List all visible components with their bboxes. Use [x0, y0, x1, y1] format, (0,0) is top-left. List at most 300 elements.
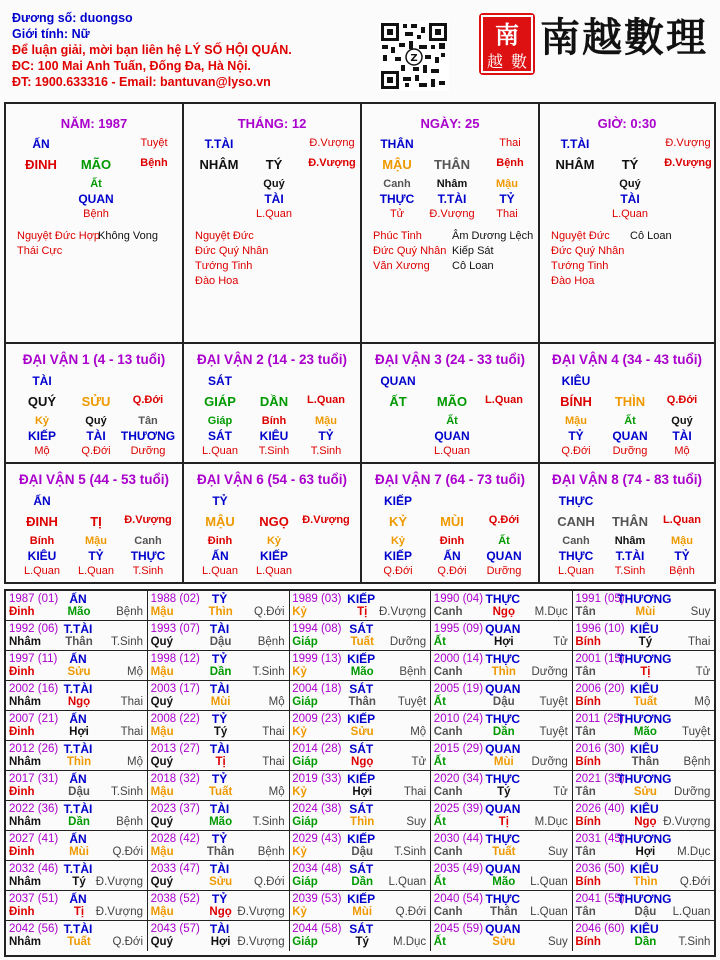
- year-stage: Đ.Vượng: [95, 906, 143, 918]
- year-label: 2046 (60): [575, 923, 625, 935]
- year-branch: Hợi: [635, 846, 656, 858]
- year-ten-god: QUAN: [485, 622, 521, 636]
- heavenly-stem: NHÂM: [199, 157, 239, 172]
- year-stem: Canh: [433, 606, 463, 618]
- earthly-branch: SỬU: [81, 394, 111, 409]
- year-branch: Sửu: [67, 666, 91, 678]
- year-branch: Dậu: [492, 696, 515, 708]
- ten-god: THỰC: [558, 494, 594, 508]
- svg-text:南: 南: [495, 20, 519, 49]
- year-branch: Ngọ: [351, 756, 374, 768]
- year-branch: Sửu: [209, 876, 233, 888]
- svg-text:越: 越: [486, 52, 504, 71]
- year-cell: [431, 741, 573, 771]
- year-branch: Dậu: [209, 636, 232, 648]
- year-stem: Bính: [575, 696, 601, 708]
- stem-life-stage: Đ.Vượng: [309, 137, 355, 149]
- year-cell: [148, 711, 290, 741]
- star: Kiếp Sát: [452, 245, 494, 257]
- year-label: 1995 (09): [433, 623, 484, 635]
- heavenly-stem: MẬU: [382, 157, 412, 172]
- earthly-branch: THÂN: [611, 514, 649, 529]
- year-cell: [431, 621, 573, 651]
- year-cell: [6, 741, 148, 771]
- year-cell: [289, 681, 431, 711]
- star: Không Vong: [98, 230, 158, 242]
- year-stem: Ất: [433, 816, 446, 828]
- star: Đức Quý Nhân: [373, 245, 447, 257]
- star: Nguyệt Đức: [551, 230, 610, 242]
- year-stem: Giáp: [292, 936, 318, 948]
- hidden-stem: Quý: [263, 178, 285, 190]
- pillar-1: [6, 104, 184, 342]
- year-branch: Hợi: [210, 936, 231, 948]
- year-cell: [289, 891, 431, 921]
- year-label: 2026 (40): [575, 803, 625, 815]
- year-label: 2020 (34): [433, 773, 484, 785]
- ten-god: KIÊU: [561, 374, 591, 388]
- year-stage: Thai: [120, 696, 143, 708]
- hidden-god: KIẾP: [259, 549, 289, 563]
- heavenly-stem: ĐINH: [25, 157, 57, 172]
- year-stem: Nhâm: [9, 936, 41, 948]
- year-stage: Bệnh: [116, 606, 143, 618]
- year-stage: T.Sinh: [252, 666, 285, 678]
- ten-god: ẤN: [33, 494, 51, 508]
- hidden-god: TỶ: [88, 549, 104, 563]
- year-stem: Canh: [433, 786, 463, 798]
- hidden-god: TÀI: [672, 429, 692, 443]
- year-stage: M.Dục: [392, 936, 427, 948]
- star: Đào Hoa: [551, 275, 595, 287]
- year-cell: [289, 771, 431, 801]
- year-cell: [148, 771, 290, 801]
- year-stem: Đinh: [9, 666, 35, 678]
- stem-life-stage: Tuyệt: [140, 137, 168, 149]
- hidden-stage: L.Quan: [433, 445, 471, 457]
- year-ten-god: QUAN: [485, 682, 521, 696]
- year-ten-god: TỶ: [211, 892, 228, 906]
- year-stage: T.Sinh: [252, 816, 285, 828]
- qr-code-icon[interactable]: [379, 21, 449, 91]
- year-ten-god: THỰC: [485, 652, 521, 666]
- dai-van-title: ĐẠI VẬN 4 (34 - 43 tuổi): [551, 352, 703, 367]
- year-cell: [431, 651, 573, 681]
- year-stem: Giáp: [292, 696, 318, 708]
- year-stage: Q.Đới: [112, 846, 143, 858]
- branch-life-stage: Q.Đới: [666, 394, 698, 406]
- year-cell: [572, 771, 714, 801]
- year-label: 2033 (47): [150, 863, 200, 875]
- hidden-stage: L.Quan: [201, 445, 239, 457]
- year-stage: Tử: [695, 666, 711, 678]
- hidden-god: QUAN: [434, 429, 470, 443]
- year-label: 2039 (53): [292, 893, 342, 905]
- year-stem: Giáp: [292, 756, 318, 768]
- year-label: 2034 (48): [292, 863, 342, 875]
- year-branch: Thân: [631, 756, 660, 768]
- year-label: 1989 (03): [292, 593, 342, 605]
- year-branch: Dậu: [351, 846, 374, 858]
- year-cell: [572, 861, 714, 891]
- year-stem: Mậu: [150, 906, 174, 918]
- year-label: 2042 (56): [9, 923, 59, 935]
- pillar-title: NĂM: 1987: [60, 116, 128, 131]
- year-cell: [148, 621, 290, 651]
- year-branch: Mão: [67, 606, 91, 618]
- year-stem: Nhâm: [9, 816, 41, 828]
- heavenly-stem: BÍNH: [560, 394, 592, 409]
- year-ten-god: KIẾP: [347, 652, 376, 666]
- branch-life-stage: Đ.Vượng: [308, 157, 356, 169]
- hidden-god: KIẾP: [383, 549, 413, 563]
- year-stage: Đ.Vượng: [378, 606, 427, 618]
- year-stem: Bính: [575, 876, 601, 888]
- year-branch: Tý: [638, 636, 653, 648]
- year-cell: [6, 801, 148, 831]
- year-cell: [289, 591, 431, 621]
- year-label: 1992 (06): [9, 623, 59, 635]
- year-ten-god: TỶ: [211, 652, 228, 666]
- year-stage: L.Quan: [672, 906, 711, 918]
- year-stem: Tân: [575, 606, 596, 618]
- year-ten-god: QUAN: [485, 802, 521, 816]
- year-branch: Hợi: [69, 726, 89, 738]
- year-branch: Tị: [357, 606, 368, 618]
- year-stem: Ất: [433, 756, 446, 768]
- year-branch: Thân: [65, 636, 93, 648]
- branch-life-stage: L.Quan: [663, 514, 701, 526]
- year-branch: Sửu: [492, 936, 516, 948]
- ten-god: QUAN: [380, 374, 416, 388]
- earthly-branch: MÃO: [80, 157, 112, 172]
- year-stage: Đ.Vượng: [237, 906, 285, 918]
- year-label: 2001 (15): [575, 653, 625, 665]
- year-label: 1990 (04): [433, 593, 484, 605]
- year-stem: Bính: [575, 636, 601, 648]
- year-stem: Kỷ: [292, 906, 307, 918]
- dai-van-4: [540, 342, 714, 462]
- year-ten-god: T.TÀI: [63, 922, 93, 936]
- year-stem: Nhâm: [9, 636, 41, 648]
- hidden-stage: Bệnh: [669, 565, 695, 577]
- year-label: 2032 (46): [9, 863, 59, 875]
- year-cell: [148, 801, 290, 831]
- year-stem: Đinh: [9, 606, 35, 618]
- year-branch: Thân: [348, 696, 376, 708]
- year-stem: Tân: [575, 906, 596, 918]
- year-stage: Mộ: [268, 696, 285, 708]
- year-branch: Tý: [72, 876, 86, 888]
- year-stem: Giáp: [292, 876, 318, 888]
- year-ten-god: TÀI: [209, 862, 230, 876]
- year-branch: Ngọ: [209, 906, 232, 918]
- year-ten-god: TỶ: [211, 772, 228, 786]
- dai-van-title: ĐẠI VẬN 7 (64 - 73 tuổi): [374, 472, 526, 487]
- year-branch: Tuất: [350, 636, 374, 648]
- star: Đức Quý Nhân: [195, 245, 269, 257]
- year-branch: Thìn: [66, 756, 92, 768]
- year-stage: Q.Đới: [395, 906, 427, 918]
- year-ten-god: TỶ: [211, 592, 228, 606]
- year-stem: Tân: [575, 666, 596, 678]
- year-cell: [572, 651, 714, 681]
- hidden-stem: Canh: [134, 535, 162, 547]
- earthly-branch: DẦN: [259, 394, 289, 409]
- hidden-stem: Nhâm: [614, 535, 646, 547]
- year-label: 2044 (58): [292, 923, 342, 935]
- dai-van-title: ĐẠI VẬN 6 (54 - 63 tuổi): [196, 472, 348, 487]
- pillar-title: GIỜ: 0:30: [597, 116, 657, 131]
- dai-van-5: [6, 462, 184, 582]
- branch-life-stage: Q.Đới: [132, 394, 164, 406]
- year-ten-god: T.TÀI: [63, 862, 93, 876]
- year-ten-god: THƯƠNG: [617, 832, 672, 846]
- hidden-god: QUAN: [612, 429, 648, 443]
- star: Cô Loan: [630, 230, 672, 242]
- year-branch: Dần: [634, 936, 657, 948]
- contact-line: Để luận giải, mời bạn liên hệ LÝ SỐ HỘI QUÁN.: [12, 43, 292, 57]
- phone-email-line[interactable]: ĐT: 1900.633316 - Email: bantuvan@lyso.vn: [12, 75, 271, 89]
- star: Âm Dương Lệch: [452, 230, 534, 242]
- ten-god: TỶ: [212, 494, 228, 508]
- year-ten-god: QUAN: [485, 862, 521, 876]
- hidden-stem: Quý: [85, 415, 107, 427]
- hidden-stem: Mậu: [85, 535, 107, 547]
- year-stage: Suy: [690, 606, 711, 618]
- year-ten-god: KIÊU: [630, 622, 659, 636]
- hidden-stage: Q.Đới: [437, 565, 467, 577]
- year-ten-god: ẤN: [69, 592, 87, 606]
- address-line: ĐC: 100 Mai Anh Tuấn, Đống Đa, Hà Nội.: [12, 59, 251, 73]
- year-label: 2007 (21): [9, 713, 59, 725]
- heavenly-stem: MẬU: [205, 514, 235, 529]
- hidden-stem: Kỷ: [34, 415, 50, 427]
- hidden-stem: Đinh: [439, 535, 465, 547]
- year-label: 1993 (07): [150, 623, 200, 635]
- year-ten-god: KIẾP: [347, 772, 376, 786]
- hidden-stem: Mậu: [315, 415, 337, 427]
- year-stage: Tử: [553, 786, 568, 798]
- year-branch: Thân: [490, 906, 518, 918]
- pillar-2: [184, 104, 362, 342]
- pillar-3: [362, 104, 540, 342]
- year-branch: Dậu: [68, 786, 90, 798]
- year-label: 2018 (32): [150, 773, 200, 785]
- year-branch: Ngọ: [67, 696, 91, 708]
- year-stage: L.Quan: [388, 876, 427, 888]
- year-label: 1996 (10): [575, 623, 625, 635]
- hidden-god: T.TÀI: [615, 549, 645, 563]
- hidden-stage: T.Sinh: [614, 565, 646, 577]
- year-cell: [289, 831, 431, 861]
- hidden-stage: Thai: [496, 208, 518, 220]
- year-ten-god: SÁT: [349, 862, 374, 876]
- year-label: 1988 (02): [150, 593, 200, 605]
- year-ten-god: T.TÀI: [63, 622, 93, 636]
- ten-god: T.TÀI: [204, 137, 234, 151]
- year-ten-god: TÀI: [209, 802, 230, 816]
- year-stage: Q.Đới: [254, 876, 285, 888]
- year-ten-god: KIÊU: [630, 862, 659, 876]
- year-label: 2002 (16): [9, 683, 59, 695]
- year-label: 2010 (24): [433, 713, 484, 725]
- year-cell: [431, 921, 573, 951]
- earthly-branch: MÃO: [436, 394, 468, 409]
- heavenly-stem: KỶ: [388, 514, 408, 529]
- hidden-stage: Tử: [389, 208, 405, 220]
- year-stage: Tuyệt: [397, 696, 427, 708]
- hidden-stage: L.Quan: [255, 208, 293, 220]
- year-cell: [148, 741, 290, 771]
- year-cell: [572, 801, 714, 831]
- year-ten-god: TÀI: [209, 622, 230, 636]
- hidden-god: TÀI: [86, 429, 106, 443]
- star: Nguyệt Đức Hợp: [17, 230, 101, 242]
- year-cell: [148, 891, 290, 921]
- year-stem: Canh: [433, 666, 463, 678]
- year-stem: Mậu: [150, 606, 174, 618]
- stem-life-stage: Thai: [499, 137, 521, 149]
- star: Thái Cực: [17, 245, 63, 257]
- hidden-god: THỰC: [379, 192, 415, 206]
- year-cell: [148, 921, 290, 951]
- year-stage: Dưỡng: [389, 636, 427, 648]
- year-branch: Hợi: [352, 786, 373, 798]
- hidden-stage: Q.Đới: [383, 565, 413, 577]
- earthly-branch: TỊ: [90, 514, 102, 529]
- year-stage: Đ.Vượng: [663, 816, 711, 828]
- dai-van-7: [362, 462, 540, 582]
- year-cell: [6, 771, 148, 801]
- earthly-branch: MÙI: [440, 514, 464, 529]
- year-label: 2022 (36): [9, 803, 59, 815]
- heavenly-stem: NHÂM: [555, 157, 595, 172]
- year-label: 2021 (35): [575, 773, 625, 785]
- year-stage: Đ.Vượng: [237, 936, 285, 948]
- year-cell: [431, 771, 573, 801]
- year-stem: Canh: [433, 846, 463, 858]
- year-stem: Bính: [575, 936, 601, 948]
- hidden-god: THỰC: [130, 549, 166, 563]
- year-stage: L.Quan: [530, 906, 568, 918]
- earthly-branch: NGỌ: [259, 514, 289, 529]
- year-stage: T.Sinh: [111, 786, 143, 798]
- year-branch: Sửu: [633, 786, 657, 798]
- year-cell: [431, 681, 573, 711]
- year-label: 2030 (44): [433, 833, 484, 845]
- heavenly-stem: QUÝ: [27, 394, 57, 409]
- year-stage: Thai: [688, 636, 711, 648]
- year-cell: [572, 831, 714, 861]
- year-cell: [289, 711, 431, 741]
- year-label: 2031 (45): [575, 833, 625, 845]
- year-branch: Mão: [209, 816, 233, 828]
- year-stage: L.Quan: [530, 876, 568, 888]
- hidden-stage: Q.Đới: [81, 445, 111, 457]
- year-cell: [289, 621, 431, 651]
- year-cell: [572, 621, 714, 651]
- owner-name: Đương số: duongso: [12, 11, 133, 25]
- hidden-stage: T.Sinh: [310, 445, 342, 457]
- year-stem: Quý: [150, 876, 173, 888]
- hidden-stage: Q.Đới: [561, 445, 591, 457]
- dai-van-6: [184, 462, 362, 582]
- year-cell: [572, 711, 714, 741]
- dai-van-3: [362, 342, 540, 462]
- year-stem: Ất: [433, 696, 446, 708]
- year-stem: Tân: [575, 846, 596, 858]
- heavenly-stem: ĐINH: [26, 514, 58, 529]
- year-cell: [148, 651, 290, 681]
- dai-van-1: [6, 342, 184, 462]
- year-stem: Kỷ: [292, 666, 307, 678]
- ten-god: SÁT: [208, 374, 232, 388]
- hidden-stem: Mậu: [671, 535, 693, 547]
- year-cell: [572, 591, 714, 621]
- year-label: 2012 (26): [9, 743, 59, 755]
- year-label: 2003 (17): [150, 683, 200, 695]
- gender: Giới tính: Nữ: [12, 27, 90, 41]
- year-branch: Tị: [498, 816, 509, 828]
- hidden-god: QUAN: [486, 549, 522, 563]
- year-ten-god: QUAN: [485, 742, 521, 756]
- year-ten-god: KIẾP: [347, 832, 376, 846]
- dai-van-title: ĐẠI VẬN 2 (14 - 23 tuổi): [196, 352, 348, 367]
- year-label: 2016 (30): [575, 743, 625, 755]
- year-branch: Tị: [215, 756, 226, 768]
- year-stem: Ất: [433, 936, 446, 948]
- hidden-stem: Quý: [619, 178, 641, 190]
- year-cell: [572, 921, 714, 951]
- earthly-branch: THÌN: [614, 394, 646, 409]
- year-cell: [289, 801, 431, 831]
- hidden-stem: Quý: [671, 415, 693, 427]
- year-cell: [431, 831, 573, 861]
- year-stage: Mộ: [410, 726, 427, 738]
- year-stage: Thai: [120, 726, 143, 738]
- hidden-god: TỶ: [568, 429, 584, 443]
- year-stem: Ất: [433, 636, 446, 648]
- dai-van-2: [184, 342, 362, 462]
- hidden-stage: L.Quan: [201, 565, 239, 577]
- year-ten-god: T.TÀI: [63, 742, 93, 756]
- year-stage: Thai: [262, 756, 285, 768]
- stem-life-stage: Đ.Vượng: [665, 137, 711, 149]
- year-stage: Dưỡng: [531, 756, 568, 768]
- ten-god: T.TÀI: [560, 137, 590, 151]
- year-stage: Mộ: [127, 756, 143, 768]
- hidden-stage: Mộ: [674, 445, 690, 457]
- year-branch: Tý: [213, 726, 228, 738]
- ten-god: TÀI: [32, 374, 52, 388]
- year-stage: Bệnh: [257, 846, 285, 858]
- year-branch: Tị: [73, 906, 85, 918]
- hidden-stem: Kỷ: [390, 535, 406, 547]
- earthly-branch: TÝ: [265, 157, 283, 172]
- year-ten-god: THỰC: [485, 592, 521, 606]
- red-seal-logo: [479, 13, 535, 75]
- brand-logo: 南越數理: [540, 14, 708, 61]
- year-cell: [6, 861, 148, 891]
- year-branch: Tý: [497, 786, 511, 798]
- branch-life-stage: L.Quan: [307, 394, 345, 406]
- year-label: 2013 (27): [150, 743, 200, 755]
- year-ten-god: THƯƠNG: [617, 772, 672, 786]
- year-ten-god: KIẾP: [347, 892, 376, 906]
- year-label: 2040 (54): [433, 893, 484, 905]
- year-stage: Bệnh: [683, 756, 711, 768]
